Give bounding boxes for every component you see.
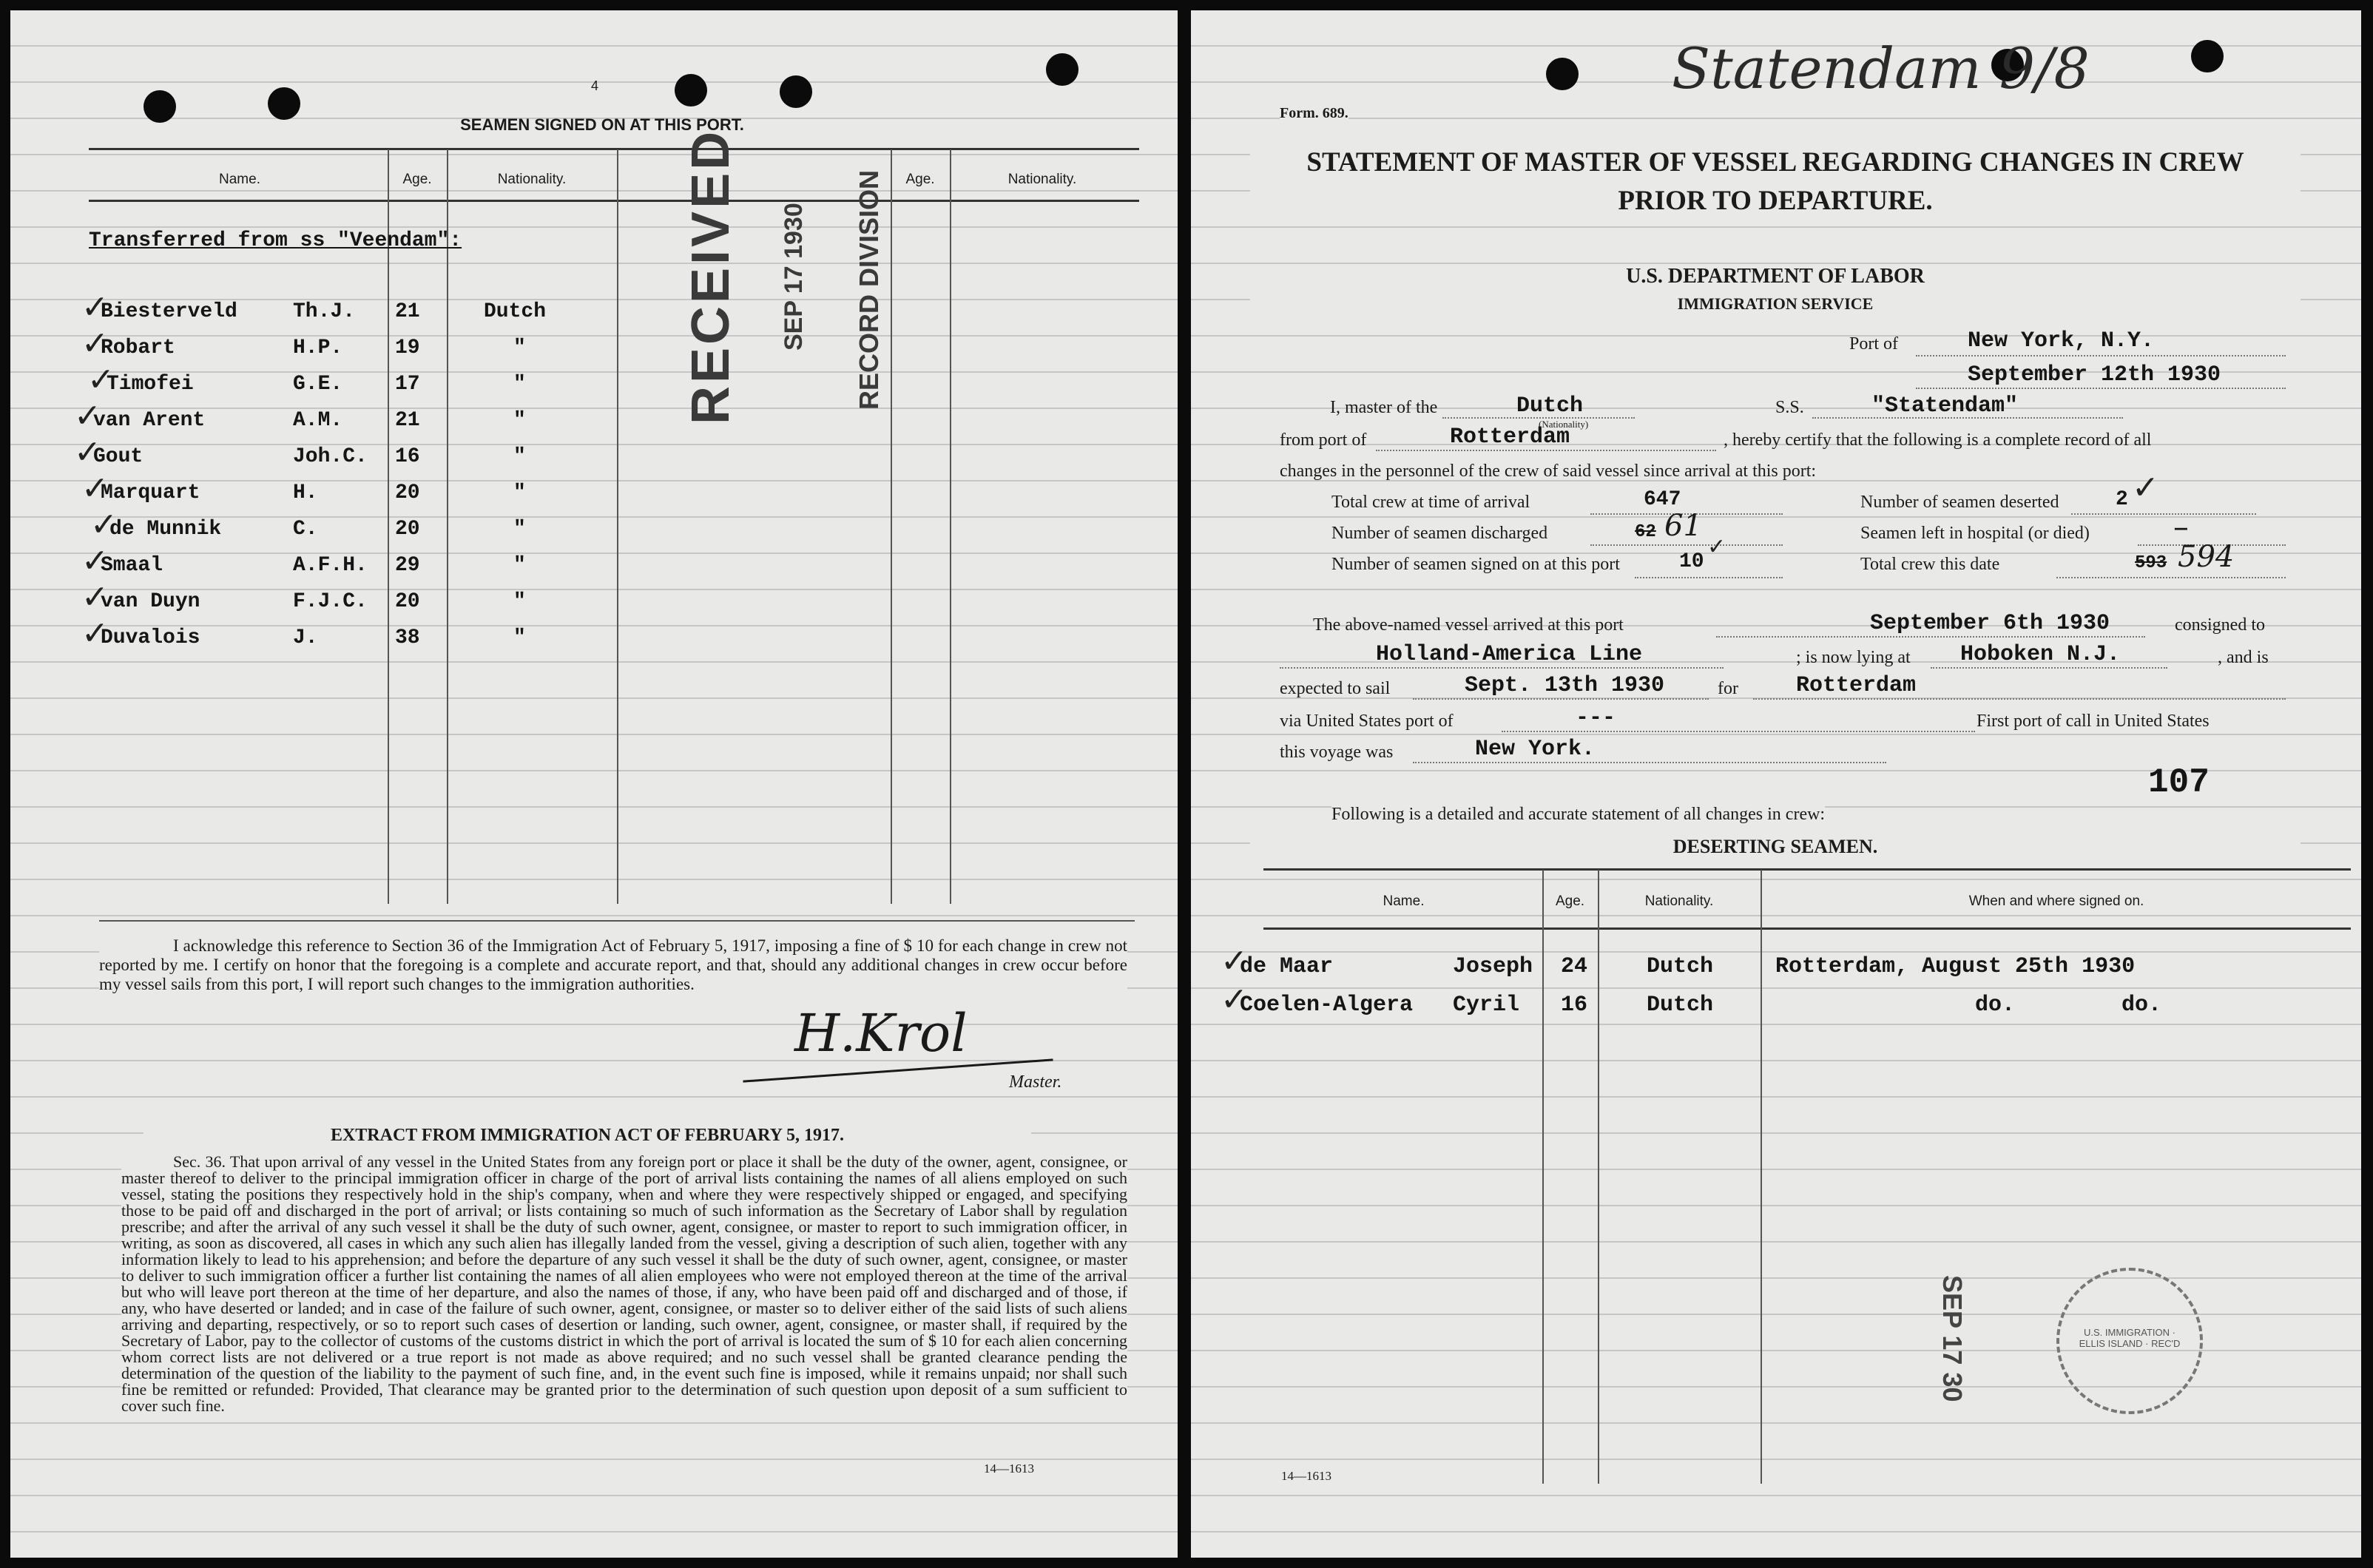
crew-nationality: " (513, 409, 526, 432)
table-row (10, 579, 676, 620)
crew-initials: H. (293, 481, 318, 504)
lying-label: ; is now lying at (1796, 648, 1911, 667)
deserter-nationality: Dutch (1647, 954, 1714, 979)
ss-label: S.S. (1775, 398, 1804, 417)
master-of-label: I, master of the (1330, 398, 1438, 417)
round-stamp (2056, 1268, 2203, 1414)
port-value: New York, N.Y. (1968, 328, 2155, 354)
date-stamp: SEP 17 30 (1937, 1275, 1968, 1402)
nationality-value: Dutch (1516, 393, 1584, 419)
crew-initials: J. (293, 626, 318, 649)
deserted-value: 2 (2116, 488, 2128, 511)
table-row (10, 434, 676, 475)
crew-surname: de Munnik (109, 518, 222, 541)
from-port-label: from port of (1280, 430, 1367, 450)
deserter-age: 24 (1561, 954, 1588, 979)
via-label: via United States port of (1280, 712, 1454, 731)
check-mark: ✓ (1221, 943, 1248, 979)
discharged-struck-value: 62 (1635, 522, 1656, 542)
table-row (1191, 981, 2361, 1022)
discharged-label: Number of seamen discharged (1331, 524, 1548, 543)
page-number: 4 (590, 78, 598, 93)
form-number: Form. 689. (1280, 105, 1348, 121)
crew-surname: Timofei (107, 373, 194, 396)
column-header-nationality: Nationality. (497, 172, 567, 187)
check-mark: ✓ (90, 507, 118, 543)
crew-age: 21 (395, 409, 420, 432)
crew-age: 20 (395, 590, 420, 613)
crew-initials: F.J.C. (293, 590, 368, 613)
column-header-nationality: Nationality. (1644, 893, 1714, 909)
crew-surname: Gout (93, 445, 144, 468)
extract-text: Sec. 36. That upon arrival of any vessel in the United States from any foreign port or place it shall be the duty of the owner, agent, consignee, or master thereof to deliver to the principal immigration officer in charge of the port of arrival lists containing the names of all aliens employed on such vessel, stating the positions they respectively hold in the ship's company, when and where they were respectively shipped or engaged, and specifying those to be paid off and discharged in the port of arrival; or lists containing so much of such information as the Secretary of Labor shall by regulation prescribe; and after the arrival of any such vessel it shall be the duty of such owner, agent, consignee, or master to report to such immigration officer, in writing, as soon as discovered, all cases in which any such alien has illegally landed from the vessel, giving a description of such alien, together with any information likely to lead to his apprehension; and before the departure of any such vessel it shall be the duty of such owner, agent, consignee, or master to deliver to such immigration officer a further list containing the names of all alien employees who were not employed thereon at the time of the arrival but who will leave port thereon at the time of her departure, and also the names of those, if any, who have been paid off and discharged and of those, if any, who have deserted or landed; and in case of the failure of such owner, agent, consignee, or master so to deliver either of the said lists of such aliens arriving and departing, respectively, or so to report such cases of desertion or landing, such owner, agent, consignee, or master shall, if required by the Secretary of Labor, pay to the collector of customs of the customs district in which the port of arrival is located the sum of $ 10 for each alien concerning whom correct lists are not delivered or a true report is not made as above required; and no such vessel shall be granted clearance pending the determination of the question of the liability to the payment of such fine, and, in the event such fine is imposed, while it remains unpaid; nor shall such fine be remitted or refunded: Provided, That clearance may be granted prior to the determination of such question upon deposit of a sum sufficient to cover such fine. (121, 1152, 1127, 1415)
first-port-label: First port of call in United States (1977, 712, 2210, 731)
crew-nationality: " (513, 445, 526, 468)
crew-nationality: " (513, 518, 526, 541)
arrived-label: The above-named vessel arrived at this port (1313, 615, 1624, 635)
table-row (10, 362, 676, 402)
left-page (10, 10, 1178, 1558)
deserter-given-name: Joseph (1453, 954, 1533, 979)
for-value: Rotterdam (1796, 673, 1917, 698)
voyage-value: New York. (1475, 737, 1596, 762)
signed-on-label: Number of seamen signed on at this port (1331, 555, 1620, 574)
total-date-struck-value: 593 (2135, 553, 2167, 573)
crew-surname: Marquart (101, 481, 200, 504)
check-mark: ✓ (81, 470, 109, 507)
deserter-signed-on: Rotterdam, August 25th 1930 (1775, 954, 2136, 979)
certify-text: , hereby certify that the following is a complete record of all (1724, 430, 2152, 450)
statement-title: STATEMENT OF MASTER OF VESSEL REGARDING CHANGES IN CREW (1250, 146, 2301, 178)
crew-age: 17 (395, 373, 420, 396)
certify-text-2: changes in the personnel of the crew of said vessel since arrival at this port: (1280, 462, 1817, 481)
punch-hole (268, 87, 300, 120)
crew-age: 20 (395, 481, 420, 504)
form-code: 14—1613 (1281, 1469, 1331, 1483)
voyage-label: this voyage was (1280, 743, 1394, 762)
hospital-label: Seamen left in hospital (or died) (1860, 524, 2090, 543)
crew-nationality: " (513, 337, 526, 359)
table-row (10, 507, 676, 547)
total-date-value: 594 (2178, 540, 2235, 574)
table-row (10, 398, 676, 439)
discharged-value: 61 (1664, 509, 1702, 543)
total-crew-label: Total crew at time of arrival (1331, 493, 1530, 512)
table-row (10, 543, 676, 584)
crew-surname: Smaal (101, 554, 163, 577)
expected-label: expected to sail (1280, 679, 1391, 698)
check-mark: ✓ (81, 325, 109, 362)
check-mark: ✓ (81, 615, 109, 652)
crew-initials: C. (293, 518, 318, 541)
signed-on-value: 10 (1679, 550, 1704, 573)
acknowledgement-text: I acknowledge this reference to Section 36 of the Immigration Act of February 5, 1917, imposing a fine of $ 10 for each change in crew not reported by me. I certify on honor that the foregoing is a complete and accurate report, and that, should any additional changes in crew occur before my vessel sails from this port, I will report such changes to the immigration authorities. (99, 936, 1127, 993)
number-107: 107 (2148, 763, 2210, 802)
date-value: September 12th 1930 (1968, 362, 2221, 388)
form-code: 14—1613 (984, 1461, 1034, 1476)
column-header-when-where: When and where signed on. (1968, 893, 2144, 909)
nationality-caption: (Nationality) (1539, 419, 1589, 430)
deserter-surname: Coelen-Algera (1240, 993, 1414, 1018)
crew-surname: van Arent (93, 409, 206, 432)
crew-age: 19 (395, 337, 420, 359)
crew-initials: Th.J. (293, 300, 356, 323)
check-mark: ✓ (81, 289, 109, 325)
page-title: SEAMEN SIGNED ON AT THIS PORT. (460, 115, 744, 134)
column-header-age-2: Age. (905, 172, 935, 187)
lying-value: Hoboken N.J. (1960, 642, 2121, 667)
crew-age: 38 (395, 626, 420, 649)
right-page (1191, 10, 2361, 1558)
service-name: IMMIGRATION SERVICE (1250, 294, 2301, 314)
column-header-age: Age. (1555, 893, 1585, 909)
following-text: Following is a detailed and accurate statement of all changes in crew: (1331, 805, 1826, 824)
crew-nationality: " (513, 481, 526, 504)
department-name: U.S. DEPARTMENT OF LABOR (1250, 265, 2301, 288)
deserter-signed-on: do. do. (1975, 993, 2162, 1018)
master-label: Master. (1009, 1072, 1062, 1092)
crew-initials: A.M. (293, 409, 343, 432)
check-mark: ✓ (74, 398, 101, 434)
punch-hole (780, 75, 812, 108)
crew-age: 29 (395, 554, 420, 577)
check-mark: ✓ (87, 362, 115, 398)
check-mark: ✓ (1707, 535, 1726, 559)
deserter-surname: de Maar (1240, 954, 1334, 979)
column-header-name: Name. (219, 172, 260, 187)
crew-age: 21 (395, 300, 420, 323)
deserter-age: 16 (1561, 993, 1588, 1018)
received-stamp-division: RECORD DIVISION (854, 169, 884, 410)
port-label: Port of (1849, 334, 1898, 354)
punch-hole (2191, 40, 2224, 72)
crew-age: 20 (395, 518, 420, 541)
column-header-name: Name. (1383, 893, 1425, 909)
crew-nationality: " (513, 626, 526, 649)
consignee-value: Holland-America Line (1376, 642, 1643, 667)
deserting-title: DESERTING SEAMEN. (1250, 836, 2301, 858)
via-value: --- (1576, 706, 1616, 731)
crew-nationality: " (513, 590, 526, 613)
crew-nationality: Dutch (484, 300, 547, 323)
crew-initials: G.E. (293, 373, 343, 396)
deserted-label: Number of seamen deserted (1860, 493, 2059, 512)
punch-hole (675, 74, 707, 107)
handwritten-note: Statendam 9/8 (1672, 36, 2090, 101)
total-crew-value: 647 (1644, 488, 1681, 511)
column-header-age: Age. (402, 172, 432, 187)
deserter-given-name: Cyril (1453, 993, 1520, 1018)
extract-title: EXTRACT FROM IMMIGRATION ACT OF FEBRUARY 5, 1917. (144, 1126, 1031, 1146)
check-mark: ✓ (81, 543, 109, 579)
hospital-value: — (2175, 518, 2187, 541)
table-row (10, 289, 676, 330)
received-stamp: RECEIVED (681, 128, 740, 425)
consigned-label: consigned to (2175, 615, 2265, 635)
crew-age: 16 (395, 445, 420, 468)
crew-surname: Robart (101, 337, 175, 359)
received-stamp-date: SEP 17 1930 (780, 203, 808, 351)
ship-name: "Statendam" (1871, 393, 2019, 419)
crew-initials: Joh.C. (293, 445, 368, 468)
crew-nationality: " (513, 373, 526, 396)
sail-date-value: Sept. 13th 1930 (1465, 673, 1665, 698)
total-date-label: Total crew this date (1860, 555, 2000, 574)
table-row (10, 615, 676, 656)
transferred-note: Transferred from ss "Veendam": (89, 229, 462, 252)
crew-nationality: " (513, 554, 526, 577)
and-is-label: , and is (2218, 648, 2269, 667)
column-header-nationality-2: Nationality. (1007, 172, 1077, 187)
table-row (1191, 943, 2361, 984)
deserter-nationality: Dutch (1647, 993, 1714, 1018)
punch-hole (144, 90, 176, 123)
crew-surname: Biesterveld (101, 300, 237, 323)
crew-surname: van Duyn (101, 590, 200, 613)
punch-hole (1546, 58, 1579, 90)
crew-surname: Duvalois (101, 626, 200, 649)
round-stamp-text: U.S. IMMIGRATION · ELLIS ISLAND · REC'D (2079, 1327, 2181, 1349)
check-mark: ✓ (74, 434, 101, 470)
master-signature: H.Krol (794, 1003, 968, 1064)
for-label: for (1718, 679, 1738, 698)
check-mark: ✓ (81, 579, 109, 615)
statement-subtitle: PRIOR TO DEPARTURE. (1250, 185, 2301, 217)
punch-hole (1046, 53, 1079, 86)
from-port-value: Rotterdam (1450, 425, 1570, 450)
check-mark: ✓ (1221, 981, 1248, 1018)
crew-initials: H.P. (293, 337, 343, 359)
crew-initials: A.F.H. (293, 554, 368, 577)
arrived-value: September 6th 1930 (1870, 611, 2110, 636)
check-mark: ✓ (2132, 470, 2159, 506)
